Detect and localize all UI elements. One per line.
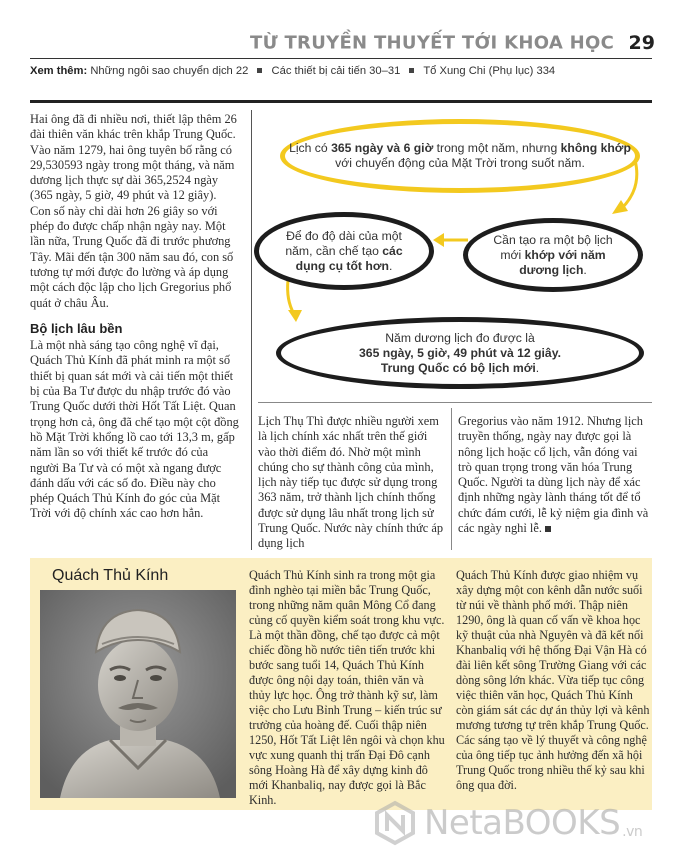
- netabooks-logo-icon: [372, 800, 418, 846]
- section-rule: [30, 100, 652, 103]
- left-column: [30, 112, 240, 522]
- watermark-text: NetaBOOKS: [424, 803, 621, 843]
- page-number: 29: [628, 32, 655, 54]
- column-divider: [451, 408, 452, 550]
- end-mark-icon: [545, 526, 551, 532]
- header-rule: [30, 58, 652, 59]
- watermark-suffix: .vn: [622, 824, 643, 840]
- body-paragraph: Quách Thủ Kính sinh ra trong một gia đình nghèo tại miền bắc Trung Quốc, trong những năm quân Mông Cổ đang củng cố quyền kiểm soát trong khu vực. Là một thần đồng, chế tạo được cả một chiếc đồng hồ nước tiên tiến trước khi bước sang tuổi 14, Quách Thủ Kính được ông nội dạy toán, thiên văn và thủy lực học. Ông trở thành kỹ sư, làm việc cho Lưu Bỉnh Trung – kiến trúc sư trưởng của hoàng đế. Cuối thập niên 1250, Hốt Tất Liệt lên ngôi và chọn khu vực xung quanh thị trấn Đại Đô cạnh sông Hoàng Hà để xây dựng kinh đô mới Khanbaliq, nay được gọi là Bắc Kinh.: [249, 568, 445, 807]
- biography-title: Quách Thủ Kính: [52, 567, 169, 584]
- diagram-bubble-measured-year: [276, 317, 644, 389]
- middle-column: [258, 414, 446, 552]
- bubble-text: Để đo độ dài của một năm, cần chế tạo các dụng cụ tốt hơn.: [285, 228, 403, 273]
- section-subheading: Bộ lịch lâu bền: [30, 320, 123, 336]
- arrow-bubble2-to-bubble4: [288, 280, 294, 314]
- arrowhead-icon: [433, 233, 444, 247]
- bullet-square-icon: [257, 68, 262, 73]
- bubble-bold-text: 365 ngày, 5 giờ, 49 phút và 12 giây.: [359, 345, 561, 360]
- page-header: [30, 32, 655, 56]
- portrait-statue-icon: [40, 590, 236, 798]
- right-column: [458, 414, 654, 536]
- bubble-text: Lịch có 365 ngày và 6 giờ trong một năm, nhưng không khớp với chuyển động của Mặt Trời trong suốt năm.: [289, 141, 631, 170]
- body-paragraph: Hai ông đã đi nhiều nơi, thiết lập thêm 26 đài thiên văn khác trên khắp Trung Quốc. Vào năm 1279, hai ông tuyên bố rằng có 29,530593 ngày trong một tháng, và năm dương lịch thực sự dài 365,2524 ngày (365 ngày, 5 giờ, 49 phút và 12 giây). Con số này chỉ dài hơn 26 giây so với phép đo được chấp nhận ngày nay. Một lần nữa, Trung Quốc đã đi trước phương Tây. Mãi đến tận 300 năm sau đó, con số tương tự mới được đo lường và áp dụng một cách độc lập cho lịch Gregorius phổ quát ở châu Âu.: [30, 112, 237, 310]
- see-also-item[interactable]: Tổ Xung Chi (Phụ lục) 334: [423, 65, 556, 77]
- arrowhead-icon: [288, 310, 302, 322]
- diagram-bubble-better-instruments: [254, 212, 434, 290]
- watermark: [372, 798, 642, 848]
- body-paragraph: Quách Thủ Kính được giao nhiệm vụ xây dựng một con kênh dẫn nước suối từ núi về thành phố mới. Thập niên 1290, ông là quan cố vấn về khoa học kỹ thuật của nhà Nguyên và đã kết nối Khanbaliq với hệ thống Đại Vận Hà có đài liên kết sông Trường Giang với các dòng sông lớn khác. Vừa tiếp tục công việc thiên văn học, Quách Thủ Kính còn giám sát các dự án thủy lợi và kênh mương tương tự trên khắp Trung Quốc. Các sáng tạo về lý thuyết và công nghệ của ông tiếp tục ảnh hưởng đến xã hội Trung Quốc trong nhiều thế kỷ sau khi ông qua đời.: [456, 568, 650, 792]
- see-also-item[interactable]: Những ngôi sao chuyển dịch 22: [90, 65, 249, 77]
- biography-column-1: [249, 568, 445, 808]
- body-paragraph: Lịch Thụ Thì được nhiều người xem là lịch chính xác nhất trên thế giới vào thời điểm đó. Nhờ một mình chúng cho sự thành công của mình, lịch này tiếp tục được sử dụng trong 363 năm, trở thành lịch chính thống được sử dụng lâu nhất trong lịch sử Trung Quốc. Nước này chính thức áp dụng lịch: [258, 414, 444, 551]
- body-paragraph: Gregorius vào năm 1912. Nhưng lịch truyền thống, ngày nay được gọi là nông lịch hoặc cổ lịch, vẫn đóng vai trò quan trọng trong văn hóa Trung Quốc. Người ta dùng lịch này để xác định những ngày lành tháng tốt để tổ chức đám cưới, lễ kỷ niệm gia đình và các ngày nghỉ lễ.: [458, 414, 649, 536]
- portrait-statue-image: [40, 590, 236, 798]
- body-paragraph: Là một nhà sáng tạo công nghệ vĩ đại, Quách Thủ Kính đã phát minh ra một số thiết bị quan sát mới và cải tiến một thiết bị của Ba Tư được du nhập trước đó vào Trung Quốc dưới thời Hốt Tất Liệt. Quan trọng hơn cả, ông đã chế tạo một cột đồng hồ Mặt Trời khổng lồ cao tới 13,3 m, gấp năm lần so với thiết kế trước đó của người Ba Tư và có một xà ngang được đánh dấu với các số đo. Điều này cho phép Quách Thủ Kính đo góc của Mặt Trời với độ chính xác cao hơn hẳn.: [30, 338, 239, 521]
- running-head-title: TỪ TRUYỀN THUYẾT TỚI KHOA HỌC: [249, 32, 615, 54]
- see-also-label: Xem thêm:: [30, 65, 88, 77]
- bubble-text: Năm dương lịch đo được là: [385, 330, 535, 345]
- biography-column-2: [456, 568, 652, 793]
- bubble-text: Cần tạo ra một bộ lịch mới khớp với năm dương lịch.: [493, 232, 613, 277]
- see-also-item[interactable]: Các thiết bị cải tiến 30–31: [271, 65, 401, 77]
- bullet-square-icon: [409, 68, 414, 73]
- bubble-text: Trung Quốc có bộ lịch mới.: [380, 360, 540, 375]
- diagram-bubble-calendar-problem: [280, 119, 640, 193]
- column-rule: [258, 402, 652, 403]
- see-also-bar: [30, 65, 655, 77]
- diagram-bubble-new-calendar: [463, 218, 643, 292]
